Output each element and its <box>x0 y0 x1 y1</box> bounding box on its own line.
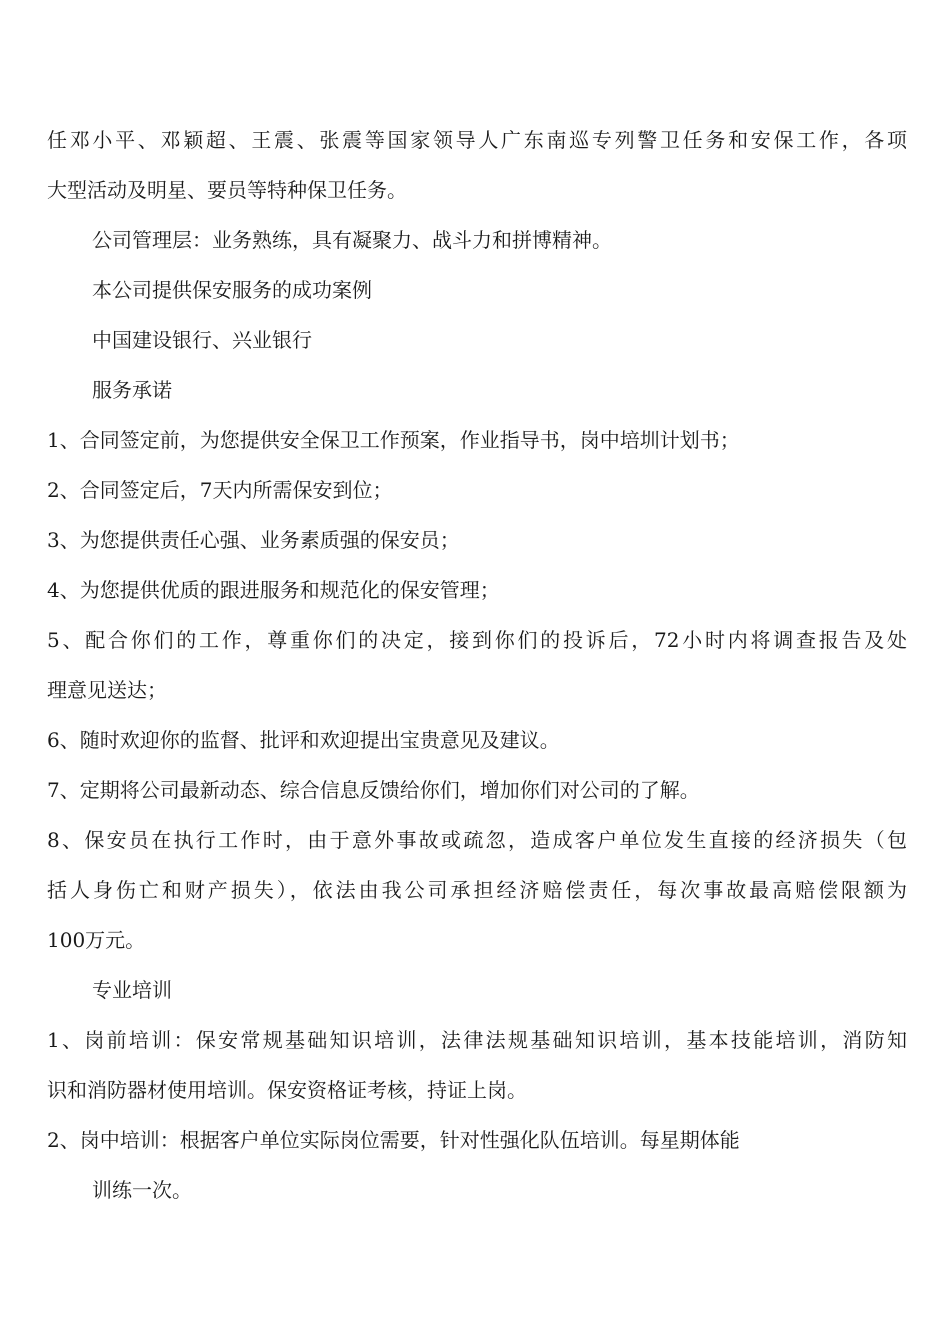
cases-list: 中国建设银行、兴业银行 <box>92 328 312 352</box>
commitment-item-8-line-2: 括人身伤亡和财产损失），依法由我公司承担经济赔偿责任，每次事故最高赔偿限额为 <box>47 878 907 902</box>
commitment-item-6: 6、随时欢迎你的监督、批评和欢迎提出宝贵意见及建议。 <box>47 728 560 752</box>
intro-line-1: 任邓小平、邓颖超、王震、张震等国家领导人广东南巡专列警卫任务和安保工作，各项 <box>47 128 907 152</box>
intro-line-2: 大型活动及明星、要员等特种保卫任务。 <box>47 178 407 202</box>
commitment-item-2: 2、合同签定后，7天内所需保安到位； <box>47 478 393 502</box>
commitment-item-3: 3、为您提供责任心强、业务素质强的保安员； <box>47 528 460 552</box>
training-item-1-line-1: 1、岗前培训：保安常规基础知识培训，法律法规基础知识培训，基本技能培训，消防知 <box>47 1028 907 1052</box>
training-item-2-line-1: 2、岗中培训：根据客户单位实际岗位需要，针对性强化队伍培训。每星期体能 <box>47 1128 740 1152</box>
training-item-2-line-2: 训练一次。 <box>92 1178 192 1202</box>
cases-heading: 本公司提供保安服务的成功案例 <box>92 278 372 302</box>
commitment-heading: 服务承诺 <box>92 378 172 402</box>
commitment-item-7: 7、定期将公司最新动态、综合信息反馈给你们，增加你们对公司的了解。 <box>47 778 700 802</box>
commitment-item-5-line-1: 5、配合你们的工作，尊重你们的决定，接到你们的投诉后，72小时内将调查报告及处 <box>47 628 907 652</box>
commitment-item-1: 1、合同签定前，为您提供安全保卫工作预案，作业指导书，岗中培圳计划书； <box>47 428 740 452</box>
commitment-item-8-line-3: 100万元。 <box>47 928 146 952</box>
training-item-1-line-2: 识和消防器材使用培训。保安资格证考核，持证上岗。 <box>47 1078 527 1102</box>
commitment-item-8-line-1: 8、保安员在执行工作时，由于意外事故或疏忽，造成客户单位发生直接的经济损失（包 <box>47 828 907 852</box>
commitment-item-4: 4、为您提供优质的跟进服务和规范化的保安管理； <box>47 578 500 602</box>
commitment-item-5-line-2: 理意见送达； <box>47 678 167 702</box>
training-heading: 专业培训 <box>92 978 172 1002</box>
management-paragraph: 公司管理层：业务熟练，具有凝聚力、战斗力和拼博精神。 <box>92 228 612 252</box>
